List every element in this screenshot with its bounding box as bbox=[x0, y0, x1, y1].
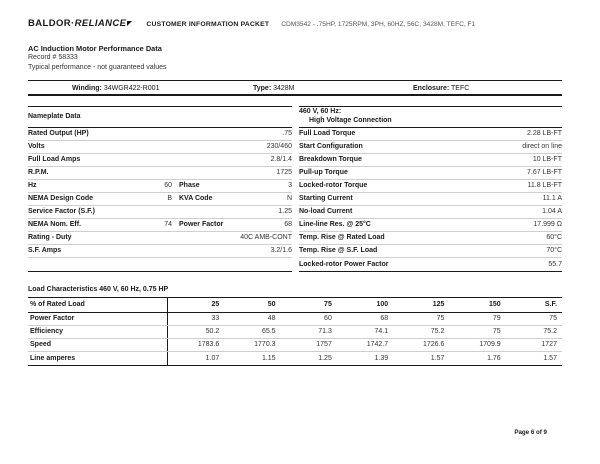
cell-value: 74.1 bbox=[374, 328, 389, 336]
table-row bbox=[299, 128, 562, 141]
table-row bbox=[28, 193, 292, 206]
page-number: Page 6 of 9 bbox=[514, 429, 547, 436]
row-value: direct on line bbox=[522, 143, 562, 151]
row-values bbox=[167, 339, 562, 351]
row-label: S.F. Amps bbox=[28, 247, 62, 255]
cell-value: 75.2 bbox=[543, 328, 557, 336]
column-header: S.F. bbox=[544, 301, 557, 309]
row-label: Start Configuration bbox=[299, 143, 363, 151]
nameplate-header bbox=[28, 107, 292, 128]
column-header: 25 bbox=[211, 301, 220, 309]
row-value: 1725 bbox=[276, 169, 292, 177]
row-value: 55.7 bbox=[548, 260, 562, 268]
row-label: Volts bbox=[28, 143, 45, 151]
row-value: 11.8 LB-FT bbox=[527, 182, 562, 190]
table-row bbox=[28, 219, 292, 232]
logo-separator: · bbox=[71, 18, 75, 29]
row-label: Temp. Rise @ Rated Load bbox=[299, 234, 385, 242]
cell-value: 1757 bbox=[316, 341, 332, 349]
cell-value: 1.57 bbox=[543, 354, 557, 362]
high-voltage-header bbox=[299, 107, 562, 128]
table-row bbox=[28, 167, 292, 180]
row-value: 17.999 Ω bbox=[533, 221, 562, 229]
table-row bbox=[299, 167, 562, 180]
cell-value: 1742.7 bbox=[366, 341, 389, 349]
logo-reliance-text: RELIANCE bbox=[74, 18, 127, 29]
cell-value: 1.39 bbox=[374, 354, 389, 362]
row-label: KVA Code bbox=[179, 195, 213, 203]
row-pair bbox=[179, 195, 292, 202]
column-header: 150 bbox=[489, 301, 501, 309]
row-value: 68 bbox=[284, 221, 292, 229]
row-label: Locked-rotor Power Factor bbox=[299, 260, 389, 268]
cell-value: 1726.6 bbox=[422, 341, 445, 349]
row-label: Power Factor bbox=[179, 221, 224, 229]
table-row bbox=[28, 352, 562, 365]
winding-bar bbox=[28, 80, 562, 96]
table-row bbox=[28, 313, 562, 326]
packet-title: CUSTOMER INFORMATION PACKET bbox=[146, 21, 270, 28]
row-value: 60°C bbox=[546, 234, 562, 242]
table-row bbox=[28, 180, 292, 193]
table-row bbox=[28, 339, 562, 352]
cell-value: 68 bbox=[380, 315, 389, 323]
row-value: 7.67 LB-FT bbox=[526, 169, 562, 177]
title-block bbox=[28, 44, 562, 72]
enclosure-value: TEFC bbox=[451, 84, 470, 92]
row-value: N bbox=[286, 195, 292, 203]
cell-value: 75 bbox=[436, 315, 445, 323]
cell-value: 79 bbox=[492, 315, 501, 323]
row-value: .75 bbox=[282, 130, 292, 138]
column-header: % of Rated Load bbox=[30, 301, 85, 309]
row-value: 2.8/1.4 bbox=[270, 156, 292, 164]
page-title: AC Induction Motor Performance Data bbox=[28, 44, 162, 53]
row-label: Power Factor bbox=[30, 315, 75, 323]
cell-value: 1.07 bbox=[205, 354, 220, 362]
row-label: Pull-up Torque bbox=[299, 169, 348, 177]
cell-value: 1727 bbox=[541, 341, 557, 349]
table-row bbox=[299, 154, 562, 167]
logo-flag-icon bbox=[127, 21, 132, 26]
row-value: 10 LB-FT bbox=[532, 156, 562, 164]
column-header: 75 bbox=[324, 301, 332, 309]
row-label: Hz bbox=[28, 182, 37, 190]
table-row bbox=[28, 326, 562, 339]
cell-value: 75 bbox=[492, 328, 501, 336]
cell-value: 1.15 bbox=[261, 354, 276, 362]
row-label: Efficiency bbox=[30, 328, 64, 336]
column-header: 100 bbox=[376, 301, 389, 309]
cell-value: 65.5 bbox=[261, 328, 276, 336]
row-value: 3.2/1.6 bbox=[270, 247, 292, 255]
row-pair bbox=[28, 195, 172, 202]
row-pair bbox=[179, 221, 292, 228]
cell-value: 1.25 bbox=[318, 354, 332, 362]
row-pair bbox=[28, 182, 172, 189]
row-value: 3 bbox=[288, 182, 292, 190]
type-field bbox=[253, 85, 295, 92]
row-value: 40C AMB-CONT bbox=[240, 234, 292, 242]
row-label: NEMA Design Code bbox=[28, 195, 94, 203]
cell-value: 48 bbox=[267, 315, 276, 323]
row-value: 230/460 bbox=[266, 143, 292, 151]
column-headers bbox=[167, 298, 562, 312]
load-characteristics-title: Load Characteristics 460 V, 60 Hz, 0.75 HP bbox=[28, 285, 169, 293]
table-row bbox=[299, 180, 562, 193]
table-row bbox=[28, 128, 292, 141]
row-values bbox=[167, 352, 562, 365]
cell-value: 71.3 bbox=[318, 328, 332, 336]
table-row bbox=[299, 245, 562, 258]
type-value: 3428M bbox=[273, 84, 295, 92]
row-value: B bbox=[167, 195, 172, 203]
cell-value: 50.2 bbox=[205, 328, 220, 336]
row-label: NEMA Nom. Eff. bbox=[28, 221, 82, 229]
cell-value: 60 bbox=[324, 315, 332, 323]
column-header: 125 bbox=[432, 301, 445, 309]
row-values bbox=[167, 313, 562, 325]
cell-value: 1.76 bbox=[487, 354, 501, 362]
row-value: 70°C bbox=[546, 247, 562, 255]
typical-performance-note: Typical performance - not guaranteed values bbox=[28, 63, 167, 71]
row-label: Starting Current bbox=[299, 195, 353, 203]
row-label: Full Load Torque bbox=[299, 130, 356, 138]
high-voltage-header-line2: High Voltage Connection bbox=[309, 116, 392, 124]
row-label: Phase bbox=[179, 182, 200, 190]
cell-value: 1770.3 bbox=[254, 341, 276, 349]
cell-value: 1709.9 bbox=[479, 341, 501, 349]
product-spec: CDM3542 - .75HP, 1725RPM, 3PH, 60HZ, 56C, 3428M, TEFC, F1 bbox=[281, 21, 476, 28]
table-spacer bbox=[28, 258, 292, 271]
row-label: Line amperes bbox=[30, 354, 76, 362]
row-label: Temp. Rise @ S.F. Load bbox=[299, 247, 378, 255]
row-value: 1.25 bbox=[278, 208, 292, 216]
high-voltage-table bbox=[299, 106, 562, 272]
high-voltage-header-line1: 460 V, 60 Hz: bbox=[299, 108, 342, 116]
row-label: Speed bbox=[30, 341, 52, 349]
table-row bbox=[299, 206, 562, 219]
logo-baldor-text: BALDOR bbox=[28, 18, 72, 29]
table-row bbox=[299, 232, 562, 245]
row-label: Full Load Amps bbox=[28, 156, 81, 164]
cell-value: 33 bbox=[211, 315, 220, 323]
table-row bbox=[299, 219, 562, 232]
cell-value: 75.2 bbox=[430, 328, 445, 336]
row-label: Rating - Duty bbox=[28, 234, 72, 242]
table-row bbox=[299, 193, 562, 206]
column-header: 50 bbox=[267, 301, 276, 309]
load-characteristics-table bbox=[28, 297, 562, 366]
winding-value: 34WGR422-R001 bbox=[103, 84, 160, 92]
page-header bbox=[28, 18, 562, 29]
row-value: 1.04 A bbox=[542, 208, 562, 216]
table-row bbox=[28, 206, 292, 219]
type-label: Type: bbox=[253, 84, 272, 92]
nameplate-table bbox=[28, 106, 292, 272]
row-pair bbox=[28, 221, 172, 228]
table-row bbox=[28, 154, 292, 167]
load-table-header-row bbox=[28, 298, 562, 313]
row-label: No-load Current bbox=[299, 208, 353, 216]
nameplate-header-text: Nameplate Data bbox=[28, 112, 81, 120]
row-label: Rated Output (HP) bbox=[28, 130, 89, 138]
baldor-reliance-logo bbox=[28, 18, 132, 29]
row-pair bbox=[179, 182, 292, 189]
cell-value: 1783.6 bbox=[197, 341, 220, 349]
enclosure-label: Enclosure: bbox=[413, 84, 450, 92]
data-columns bbox=[28, 106, 562, 272]
enclosure-field bbox=[413, 85, 469, 92]
row-label: R.P.M. bbox=[28, 169, 49, 177]
row-value: 2.28 LB-FT bbox=[526, 130, 562, 138]
row-label: Service Factor (S.F.) bbox=[28, 208, 95, 216]
row-value: 74 bbox=[164, 221, 172, 229]
cell-value: 1.57 bbox=[430, 354, 445, 362]
table-row bbox=[28, 245, 292, 258]
winding-field bbox=[72, 85, 159, 92]
record-number: Record # 58333 bbox=[28, 54, 78, 62]
row-value: 11.1 A bbox=[542, 195, 562, 203]
table-row bbox=[299, 258, 562, 271]
row-value: 60 bbox=[164, 182, 172, 190]
cell-value: 75 bbox=[549, 315, 557, 323]
row-values bbox=[167, 326, 562, 338]
row-label: Locked-rotor Torque bbox=[299, 182, 368, 190]
table-row bbox=[299, 141, 562, 154]
row-label: Breakdown Torque bbox=[299, 156, 362, 164]
table-row bbox=[28, 141, 292, 154]
table-row bbox=[28, 232, 292, 245]
row-label: Line-line Res. @ 25°C bbox=[299, 221, 371, 229]
winding-label: Winding: bbox=[72, 84, 102, 92]
